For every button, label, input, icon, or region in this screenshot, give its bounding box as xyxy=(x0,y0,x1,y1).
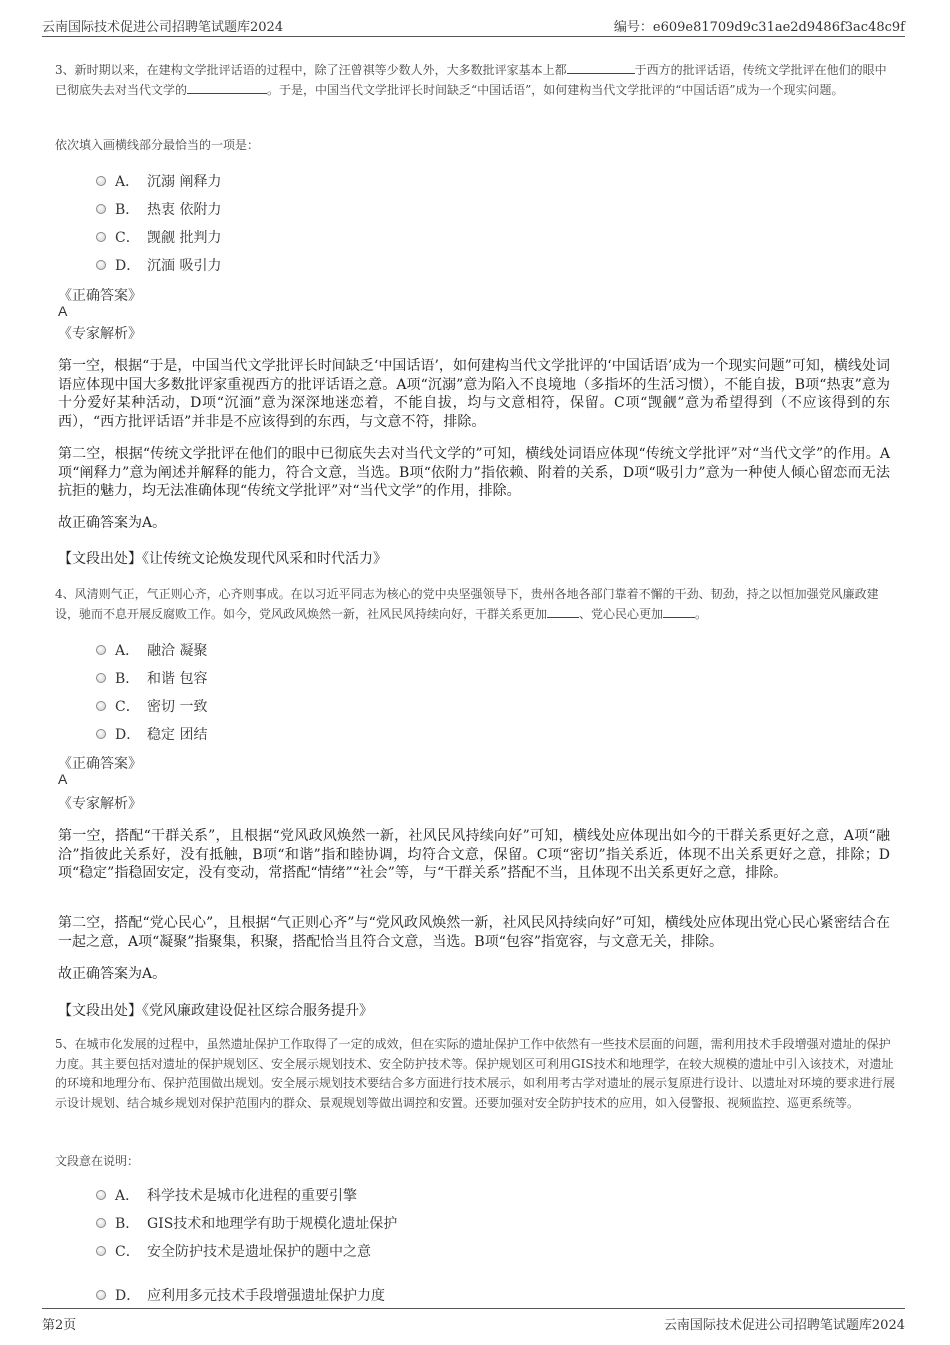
radio-icon[interactable] xyxy=(96,645,106,655)
radio-icon[interactable] xyxy=(96,1290,106,1300)
option-letter: A． xyxy=(115,174,140,190)
q5-text: 5、在城市化发展的过程中，虽然遗址保护工作取得了一定的成效，但在实际的遗址保护工作中依然有一些技术层面的问题，需利用技术手段增强对遗址的保护力度。其主要包括对遗址的保护规划区、安全展示规划技术、安全防护技术等。保护规划区可利用GIS技术和地理学，在较大规模的遗址中引入该技术，对遗址的环境和地理分布、保护范围做出规划。安全展示规划技术要结合多方面进行技术展示，如利用考古学对遗址的展示复原进行设计、以遗址对环境的要求进行展示设计规划、结合城乡规划对保护范围内的群众、景观规划等做出调控和安置。还要加强对安全防护技术的应用，如入侵警报、视频监控、巡更系统等。 xyxy=(55,1037,896,1110)
q4-analysis-label: 《专家解析》 xyxy=(58,796,142,812)
q3-answer: A xyxy=(58,303,68,319)
radio-icon[interactable] xyxy=(96,1246,106,1256)
q4-option-d[interactable] xyxy=(96,724,207,744)
option-text: 沉湎 吸引力 xyxy=(147,258,222,274)
q4-text-part-c: 。 xyxy=(695,606,708,621)
radio-icon[interactable] xyxy=(96,1218,106,1228)
q3-text-part-b: 于西方的批评话语，传统文学批评在他们的眼中已彻底失去对当代文学的 xyxy=(55,63,887,97)
q4-source: 【文段出处】《党风廉政建设促社区综合服务提升》 xyxy=(58,1003,373,1019)
radio-icon[interactable] xyxy=(96,701,106,711)
q3-option-c[interactable] xyxy=(96,227,221,247)
q3-analysis-paragraph-2: 第二空，根据“传统文学批评在他们的眼中已彻底失去对当代文学的”可知，横线处词语应体现“传统文学批评”对“当代文学”的作用。A项“阐释力”意为阐述并解释的能力，符合文意，当选。B项“依附力”指依赖、附着的关系，D项“吸引力”意为一种使人倾心留恋而无法抗拒的魅力，均无法准确体现“传统文学批评”对“当代文学”的作用，排除。 xyxy=(58,446,890,499)
q4-analysis-paragraph-1: 第一空，搭配“干群关系”，且根据“党风政风焕然一新，社风民风持续向好”可知，横线处应体现出如今的干群关系更好之意，A项“融洽”指彼此关系好，没有抵触，B项“和谐”指和睦协调，均符合文意，保留。C项“密切”指关系近，体现不出关系更好之意，排除；D项“稳定”指稳固安定，没有变动，常搭配“情绪”“社会”等，与“干群关系”搭配不当，且体现不出关系更好之意，排除。 xyxy=(58,828,890,881)
q3-answer-label: 《正确答案》 xyxy=(58,288,142,304)
q5-option-b[interactable] xyxy=(96,1213,397,1233)
q4-analysis-conclusion: 故正确答案为A。 xyxy=(58,966,167,982)
footer-title: 云南国际技术促进公司招聘笔试题库2024 xyxy=(663,1318,905,1333)
q3-text-part-a: 3、新时期以来，在建构文学批评话语的过程中，除了汪曾祺等少数人外，大多数批评家基本上都 xyxy=(55,63,567,77)
radio-icon[interactable] xyxy=(96,204,106,214)
radio-icon[interactable] xyxy=(96,729,106,739)
q3-option-d[interactable] xyxy=(96,255,221,275)
option-text: 密切 一致 xyxy=(147,699,208,715)
q4-analysis-paragraph-2: 第二空，搭配“党心民心”，且根据“气正则心齐”与“党风政风焕然一新，社风民风持续向好”可知，横线处应体现出党心民心紧密结合在一起之意，A项“凝聚”指聚集，积聚，搭配恰当且符合文意，当选。B项“包容”指宽容，与文意无关，排除。 xyxy=(58,915,890,950)
radio-icon[interactable] xyxy=(96,176,106,186)
page-number: 第2页 xyxy=(42,1318,77,1333)
option-text: 沉溺 阐释力 xyxy=(147,174,222,190)
q4-option-b[interactable] xyxy=(96,668,207,688)
option-letter: C． xyxy=(115,230,140,246)
option-letter: D． xyxy=(115,258,141,274)
q3-analysis-label: 《专家解析》 xyxy=(58,326,142,342)
q3-text xyxy=(55,61,897,100)
option-text: 稳定 团结 xyxy=(147,727,208,743)
option-text: 科学技术是城市化进程的重要引擎 xyxy=(147,1188,357,1204)
q4-blank-1 xyxy=(547,605,579,618)
q3-blank-2 xyxy=(187,81,267,94)
q3-analysis-paragraph-1: 第一空，根据“于是，中国当代文学批评长时间缺乏‘中国话语’，如何建构当代文学批评的‘中国话语’成为一个现实问题”可知，横线处词语应体现中国大多数批评家重视西方的批评话语之意。A项“沉溺”意为陷入不良境地（多指坏的生活习惯），不能自拔，B项“热衷”意为十分爱好某种活动，D项“沉湎”意为深深地迷恋着，不能自拔，均与文意相符，保留。C项“觊觎”意为希望得到（不应该得到的东西），“西方批评话语”并非是不应该得到的东西，与文意不符，排除。 xyxy=(58,358,890,430)
option-letter: A． xyxy=(115,1188,140,1204)
option-letter: D． xyxy=(115,1288,141,1304)
q5-prompt: 文段意在说明： xyxy=(55,1154,140,1168)
option-letter: B． xyxy=(115,202,140,218)
q4-option-c[interactable] xyxy=(96,696,207,716)
option-text: GIS技术和地理学有助于规模化遗址保护 xyxy=(147,1216,398,1232)
q4-option-a[interactable] xyxy=(96,640,207,660)
radio-icon[interactable] xyxy=(96,673,106,683)
option-text: 觊觎 批判力 xyxy=(147,230,222,246)
q4-text-part-b: 、党心民心更加 xyxy=(579,606,664,621)
q4-answer: A xyxy=(58,771,68,787)
q5-option-a[interactable] xyxy=(96,1185,357,1205)
q3-prompt: 依次填入画横线部分最恰当的一项是： xyxy=(55,138,260,152)
option-text: 安全防护技术是遗址保护的题中之意 xyxy=(147,1244,371,1260)
option-letter: C． xyxy=(115,1244,140,1260)
q3-analysis-conclusion: 故正确答案为A。 xyxy=(58,515,167,531)
option-text: 融洽 凝聚 xyxy=(147,643,208,659)
header-title: 云南国际技术促进公司招聘笔试题库2024 xyxy=(42,20,284,35)
radio-icon[interactable] xyxy=(96,1190,106,1200)
option-text: 热衷 依附力 xyxy=(147,202,222,218)
option-letter: D． xyxy=(115,727,141,743)
radio-icon[interactable] xyxy=(96,260,106,270)
radio-icon[interactable] xyxy=(96,232,106,242)
option-letter: A． xyxy=(115,643,140,659)
q4-text-part-a: 4、风清则气正，气正则心齐，心齐则事成。在以习近平同志为核心的党中央坚强领导下，贵州各地各部门靠着不懈的干劲、韧劲，持之以恒加强党风廉政建设，驰而不息开展反腐败工作。如今，党风政风焕然一新，社风民风持续向好，干群关系更加 xyxy=(55,587,879,621)
q4-answer-label: 《正确答案》 xyxy=(58,756,142,772)
page-header xyxy=(42,14,905,37)
option-letter: C． xyxy=(115,699,140,715)
q3-text-part-c: 。于是，中国当代文学批评长时间缺乏“中国话语”，如何建构当代文学批评的“中国话语”成为一个现实问题。 xyxy=(267,82,844,97)
header-doc-id: 编号：e609e81709d9c31ae2d9486f3ac48c9f xyxy=(613,20,905,35)
q4-text xyxy=(55,585,897,624)
option-letter: B． xyxy=(115,1216,140,1232)
q3-source: 【文段出处】《让传统文论焕发现代风采和时代活力》 xyxy=(58,551,387,567)
option-text: 应利用多元技术手段增强遗址保护力度 xyxy=(147,1288,385,1304)
q5-option-c[interactable] xyxy=(96,1241,371,1261)
q3-option-a[interactable] xyxy=(96,171,221,191)
option-text: 和谐 包容 xyxy=(147,671,208,687)
option-letter: B． xyxy=(115,671,140,687)
q3-option-b[interactable] xyxy=(96,199,221,219)
q5-option-d[interactable] xyxy=(96,1285,385,1305)
q4-blank-2 xyxy=(663,605,695,618)
q3-blank-1 xyxy=(567,61,635,74)
page-footer xyxy=(42,1308,905,1335)
